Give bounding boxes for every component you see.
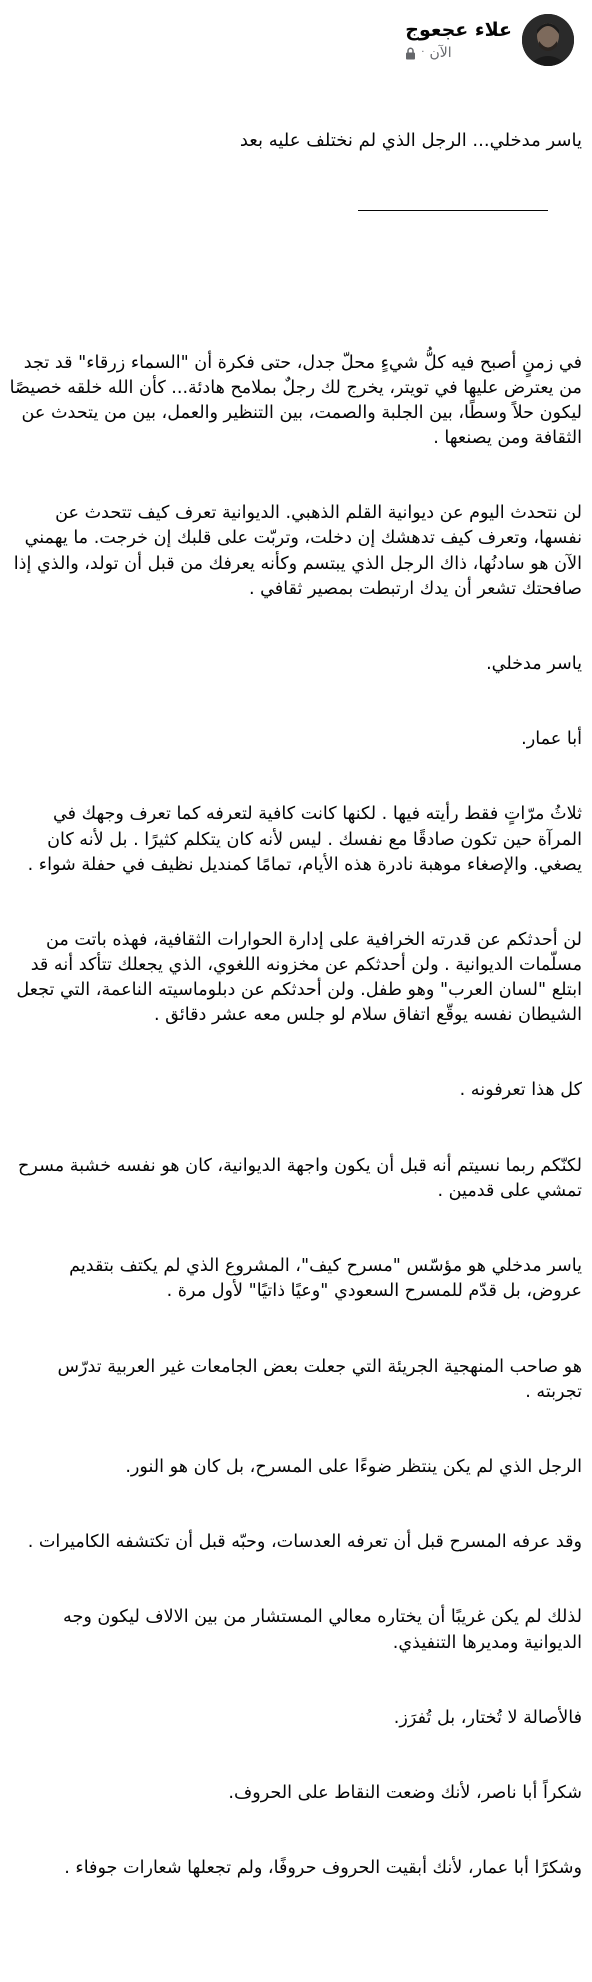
post-content: [4, 78, 582, 1982]
paragraph: لكنّكم ربما نسيتم أنه قبل أن يكون واجهة الديوانية، كان هو نفسه خشبة مسرح تمشي على قدمين .: [12, 1155, 582, 1201]
post-header: [18, 10, 574, 70]
lock-icon[interactable]: [405, 47, 416, 60]
avatar-photo-icon: [522, 14, 574, 66]
title-underline: [8, 206, 582, 236]
paragraph: ياسر مدخلي هو مؤسّس "مسرح كيف"، المشروع الذي لم يكتف بتقديم عروض، بل قدّم للمسرح السعودي "وعيًا ذاتيًا" لأول مرة .: [63, 1256, 582, 1302]
paragraph: لن أحدثكم عن قدرته الخرافية على إدارة الحوارات الثقافية، فهذه باتت من مسلّمات الديوانية . ولن أحدثكم عن مخزونه اللغوي، الذي يجعلك تتأكد أنه قد ابتلع "لسان العرب" وهو طفل. ولن أحدثكم عن دبلوماسيته الناعمة، التي تجعل الشيطان نفسه يوقّع اتفاق سلام لو جلس معه عشر دقائق .: [10, 929, 582, 1026]
meta-separator: ·: [421, 47, 425, 58]
post-time[interactable]: الآن: [429, 45, 452, 61]
avatar[interactable]: [522, 14, 574, 66]
paragraph: لذلك لم يكن غريبًا أن يختاره معالي المستشار من بين الالاف ليكون وجه الديوانية ومديرها التنفيذي.: [57, 1607, 582, 1653]
paragraph: هو صاحب المنهجية الجريئة التي جعلت بعض الجامعات غير العربية تدرّس تجربته .: [51, 1356, 582, 1402]
author-name[interactable]: علاء عجعوج: [405, 19, 512, 41]
paragraph: وقد عرفه المسرح قبل أن تعرفه العدسات، وحبّه قبل أن تكتشفه الكاميرات .: [27, 1532, 582, 1553]
paragraph: لن نتحدث اليوم عن ديوانية القلم الذهبي. الديوانية تعرف كيف تتحدث عن نفسها، وتعرف كيف تدهشك إن دخلت، وتربّت على قلبك إن خرجت. ما يهمني الآن هو سادنُها، ذاك الرجل الذي يبتسم وكأنه يعرفك من قبل أن تولد، والذي إذا صافحتك تشعر أن يدك ارتبطت بمصير ثقافي .: [8, 503, 582, 599]
paragraph: في زمنٍ أصبح فيه كلُّ شيءٍ محلّ جدل، حتى فكرة أن "السماء زرقاء" قد تجد من يعترض عليها في تويتر، يخرج لك رجلٌ بملامح هادئة... كأن الله خلقه خصيصًا ليكون حلاً وسطًا، بين الجلبة والصمت، بين التنظير والعمل، بين من يتحدث عن الثقافة ومن يصنعها .: [4, 352, 582, 449]
paragraph: ياسر مدخلي.: [486, 653, 582, 674]
paragraph: ثلاثُ مرّاتٍ فقط رأيته فيها . لكنها كانت كافية لتعرفه كما تعرف وجهك في المرآة حين تكون صادقًا مع نفسك . ليس لأنه كان يتكلم كثيرًا . بل لأنه كان يصغي. والإصغاء موهبة نادرة هذه الأيام، تمامًا كمنديل نظيف في حفلة شواء .: [27, 804, 582, 875]
paragraph: فالأصالة لا تُختار، بل تُفرَز.: [393, 1707, 582, 1728]
paragraph: كل هذا تعرفونه .: [459, 1080, 582, 1101]
paragraph: الرجل الذي لم يكن ينتظر ضوءًا على المسرح، بل كان هو النور.: [125, 1456, 582, 1477]
post-title: ياسر مدخلي... الرجل الذي لم نختلف عليه بعد: [239, 130, 582, 152]
paragraph: وشكرًا أبا عمار، لأنك أبقيت الحروف حروفًا، ولم تجعلها شعارات جوفاء .: [64, 1858, 582, 1879]
post-meta: [405, 44, 451, 62]
paragraph: شكراً أبا ناصر، لأنك وضعت النقاط على الحروف.: [228, 1783, 582, 1804]
author-block: [405, 18, 512, 62]
post-body: [4, 301, 582, 1932]
paragraph: أبا عمار.: [521, 729, 582, 750]
